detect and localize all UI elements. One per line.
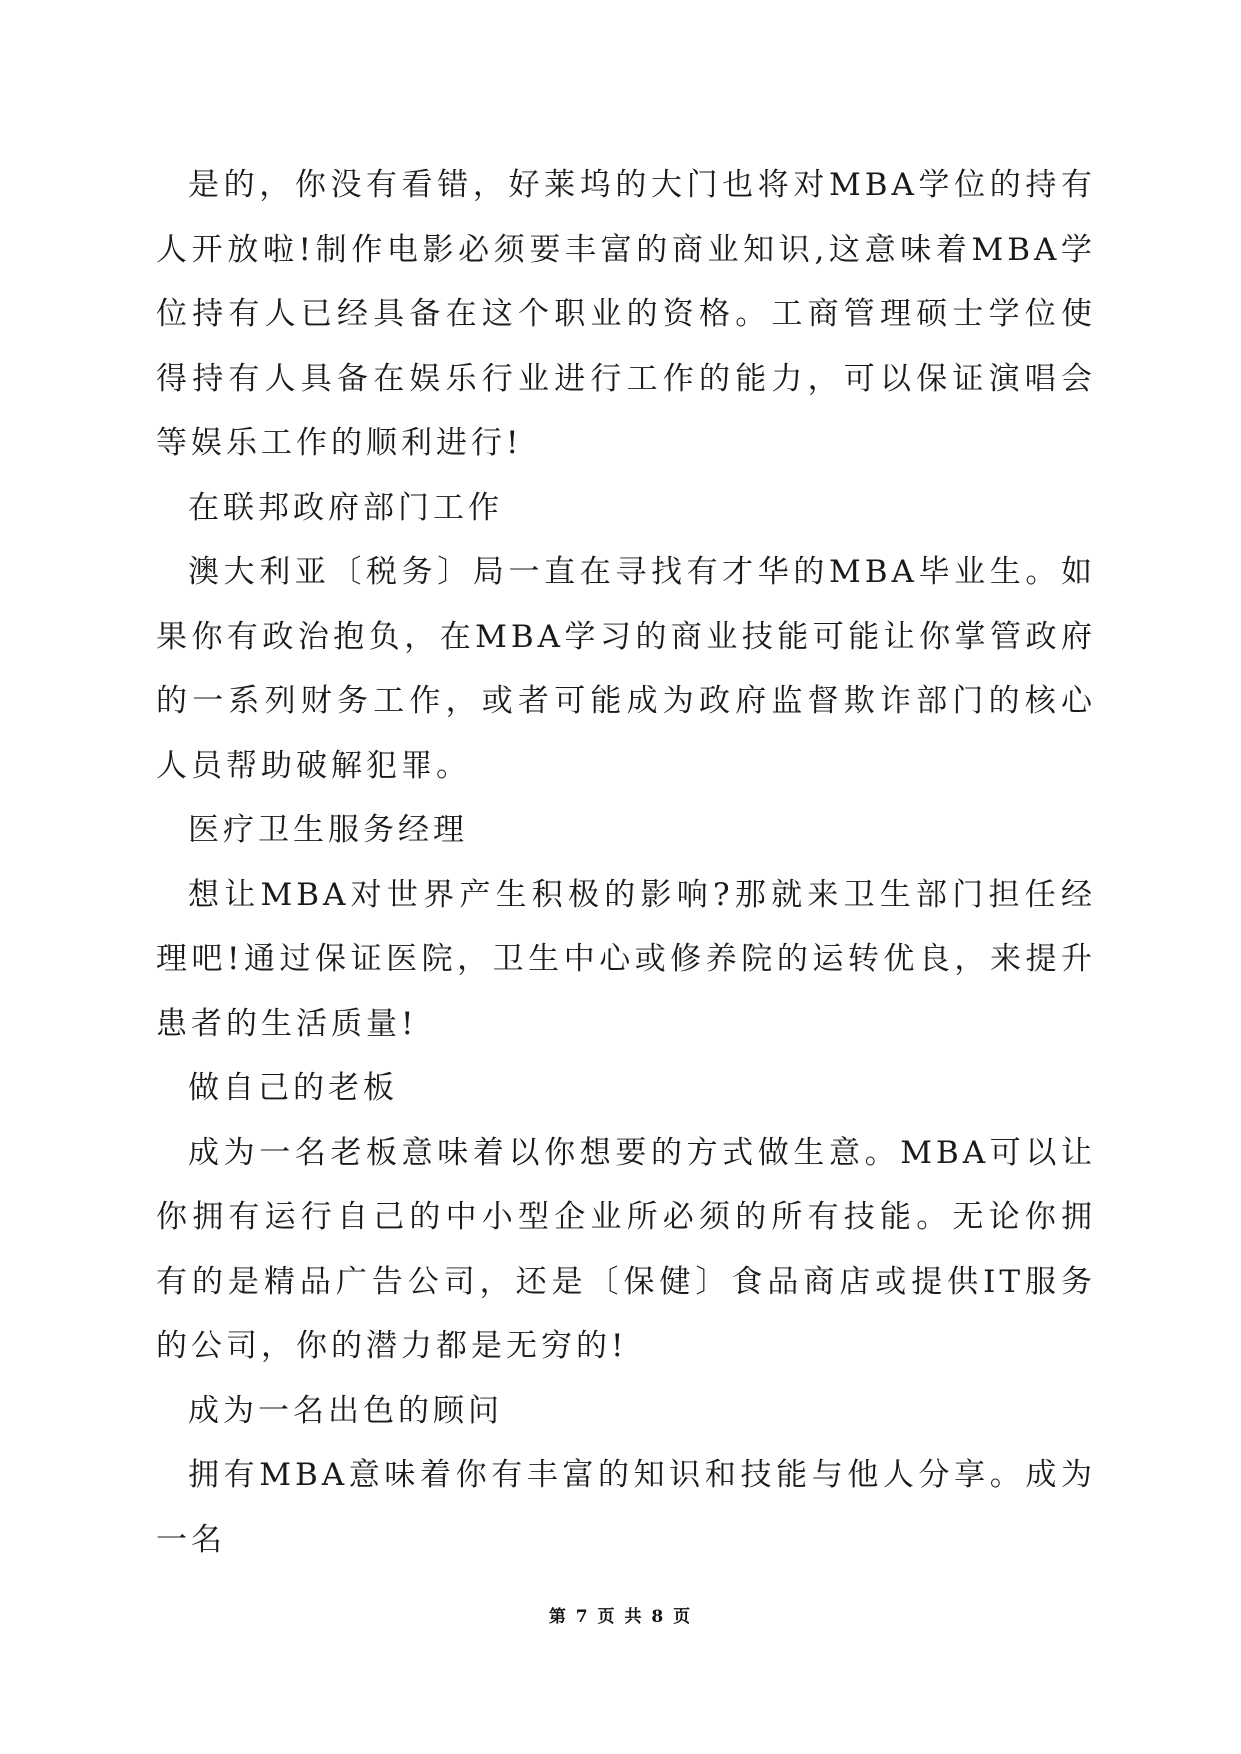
- heading-consultant: 成为一名出色的顾问: [188, 1392, 503, 1429]
- paragraph-federal-government: 澳大利亚〔税务〕局一直在寻找有才华的MBA毕业生。如果你有政治抱负，在MBA学习的商业技能可能让你掌管政府的一系列财务工作，或者可能成为政府监督欺诈部门的核心人员帮助破解犯罪。: [156, 554, 1096, 784]
- document-body: [156, 153, 1096, 1572]
- paragraph-own-boss: 成为一名老板意味着以你想要的方式做生意。MBA可以让你拥有运行自己的中小型企业所必须的所有技能。无论你拥有的是精品广告公司，还是〔保健〕食品商店或提供IT服务的公司，你的潜力都是无穷的!: [156, 1134, 1096, 1364]
- heading-federal-government: 在联邦政府部门工作: [188, 489, 503, 526]
- page-number-footer: 第 7 页 共 8 页: [548, 1607, 693, 1627]
- heading-healthcare-manager: 医疗卫生服务经理: [188, 812, 468, 848]
- paragraph-hollywood: 是的，你没有看错，好莱坞的大门也将对MBA学位的持有人开放啦!制作电影必须要丰富的商业知识,这意味着MBA学位持有人已经具备在这个职业的资格。工商管理硕士学位使得持有人具备在娱乐行业进行工作的能力，可以保证演唱会等娱乐工作的顺利进行!: [156, 167, 1096, 461]
- paragraph-healthcare-manager: 想让MBA对世界产生积极的影响?那就来卫生部门担任经理吧!通过保证医院，卫生中心或修养院的运转优良，来提升患者的生活质量!: [156, 876, 1096, 1042]
- paragraph-consultant: 拥有MBA意味着你有丰富的知识和技能与他人分享。成为一名: [156, 1457, 1096, 1558]
- heading-own-boss: 做自己的老板: [188, 1070, 398, 1106]
